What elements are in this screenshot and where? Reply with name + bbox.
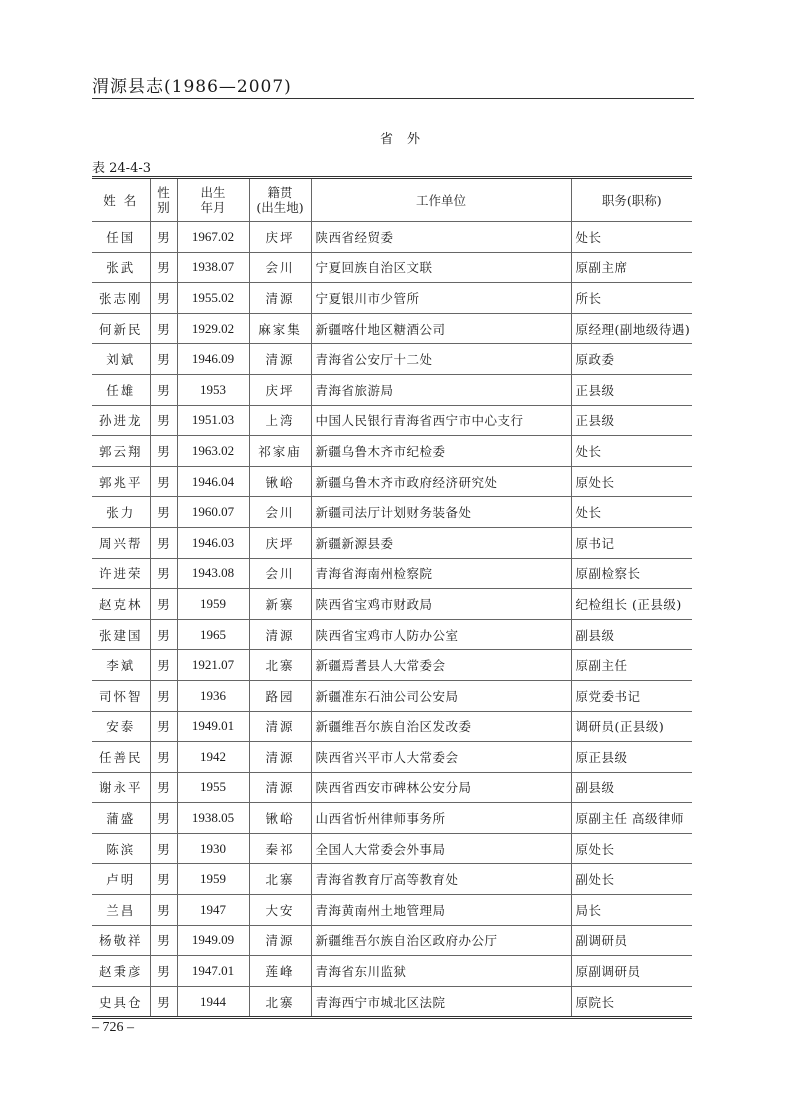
- cell-work-unit: 新疆焉耆县人大常委会: [311, 650, 571, 681]
- cell-name: 周兴帮: [92, 527, 150, 558]
- cell-name: 孙进龙: [92, 405, 150, 436]
- cell-post: 原副主席: [571, 252, 692, 283]
- cell-birth: 1963.02: [177, 436, 249, 467]
- cell-birth: 1938.07: [177, 252, 249, 283]
- cell-birth: 1949.01: [177, 711, 249, 742]
- cell-post: 正县级: [571, 405, 692, 436]
- cell-work-unit: 陕西省经贸委: [311, 222, 571, 253]
- cell-post: 处长: [571, 222, 692, 253]
- cell-work-unit: 青海省教育厅高等教育处: [311, 864, 571, 895]
- cell-birth: 1921.07: [177, 650, 249, 681]
- cell-origin: 北寨: [249, 864, 311, 895]
- cell-gender: 男: [150, 344, 177, 375]
- cell-work-unit: 新疆准东石油公司公安局: [311, 680, 571, 711]
- cell-name: 司怀智: [92, 680, 150, 711]
- cell-post: 原书记: [571, 527, 692, 558]
- cell-gender: 男: [150, 772, 177, 803]
- cell-work-unit: 新疆维吾尔族自治区发改委: [311, 711, 571, 742]
- cell-birth: 1942: [177, 742, 249, 773]
- cell-origin: 清源: [249, 619, 311, 650]
- cell-name: 蒲盛: [92, 803, 150, 834]
- cell-post: 原政委: [571, 344, 692, 375]
- cell-post: 局长: [571, 895, 692, 926]
- cell-gender: 男: [150, 466, 177, 497]
- cell-name: 郭云翔: [92, 436, 150, 467]
- table-row: [92, 742, 692, 773]
- cell-name: 许进荣: [92, 558, 150, 589]
- cell-origin: 庆坪: [249, 374, 311, 405]
- column-header-gender: [150, 179, 177, 222]
- cell-origin: 麻家集: [249, 313, 311, 344]
- cell-name: 兰昌: [92, 895, 150, 926]
- cell-gender: 男: [150, 895, 177, 926]
- cell-birth: 1946.04: [177, 466, 249, 497]
- cell-post: 原副主任: [571, 650, 692, 681]
- table-row: [92, 772, 692, 803]
- cell-birth: 1944: [177, 986, 249, 1016]
- cell-work-unit: 新疆维吾尔族自治区政府办公厅: [311, 925, 571, 956]
- cell-name: 史具仓: [92, 986, 150, 1016]
- cell-origin: 锹峪: [249, 466, 311, 497]
- cell-post: 原院长: [571, 986, 692, 1016]
- cell-gender: 男: [150, 589, 177, 620]
- cell-origin: 清源: [249, 711, 311, 742]
- cell-origin: 会川: [249, 497, 311, 528]
- table-row: [92, 619, 692, 650]
- column-header-gender-line2: 别: [157, 200, 170, 215]
- cell-work-unit: 青海西宁市城北区法院: [311, 986, 571, 1016]
- cell-name: 何新民: [92, 313, 150, 344]
- cell-birth: 1960.07: [177, 497, 249, 528]
- cell-birth: 1930: [177, 833, 249, 864]
- cell-origin: 庆坪: [249, 527, 311, 558]
- cell-origin: 清源: [249, 925, 311, 956]
- table-row: [92, 558, 692, 589]
- cell-origin: 清源: [249, 283, 311, 314]
- cell-work-unit: 全国人大常委会外事局: [311, 833, 571, 864]
- cell-origin: 祁家庙: [249, 436, 311, 467]
- cell-birth: 1967.02: [177, 222, 249, 253]
- cell-post: 原副主任 高级律师: [571, 803, 692, 834]
- cell-gender: 男: [150, 222, 177, 253]
- table-row: [92, 864, 692, 895]
- cell-origin: 庆坪: [249, 222, 311, 253]
- cell-origin: 锹峪: [249, 803, 311, 834]
- cell-birth: 1936: [177, 680, 249, 711]
- cell-post: 纪检组长 (正县级): [571, 589, 692, 620]
- cell-post: 处长: [571, 436, 692, 467]
- cell-work-unit: 宁夏银川市少管所: [311, 283, 571, 314]
- cell-name: 赵克林: [92, 589, 150, 620]
- cell-post: 副县级: [571, 619, 692, 650]
- cell-gender: 男: [150, 619, 177, 650]
- table-frame: [92, 176, 692, 1019]
- table-row: [92, 344, 692, 375]
- cell-origin: 上湾: [249, 405, 311, 436]
- cell-gender: 男: [150, 374, 177, 405]
- cell-name: 郭兆平: [92, 466, 150, 497]
- cell-name: 张武: [92, 252, 150, 283]
- cell-work-unit: 陕西省宝鸡市人防办公室: [311, 619, 571, 650]
- column-header-gender-line1: 性: [157, 185, 170, 200]
- cell-birth: 1955.02: [177, 283, 249, 314]
- cell-post: 副县级: [571, 772, 692, 803]
- cell-post: 原处长: [571, 833, 692, 864]
- table-row: [92, 589, 692, 620]
- cell-gender: 男: [150, 650, 177, 681]
- table-label: 表 24-4-3: [92, 161, 152, 176]
- column-header-birth-line1: 出生: [200, 185, 226, 200]
- column-header-birth: [177, 179, 249, 222]
- table-row: [92, 222, 692, 253]
- cell-gender: 男: [150, 283, 177, 314]
- column-header-origin-line2: (出生地): [256, 200, 304, 215]
- cell-post: 所长: [571, 283, 692, 314]
- cell-work-unit: 新疆乌鲁木齐市纪检委: [311, 436, 571, 467]
- cell-gender: 男: [150, 956, 177, 987]
- cell-gender: 男: [150, 680, 177, 711]
- cell-gender: 男: [150, 742, 177, 773]
- table-row: [92, 986, 692, 1016]
- column-header-unit: 工作单位: [311, 179, 571, 222]
- cell-work-unit: 中国人民银行青海省西宁市中心支行: [311, 405, 571, 436]
- section-title: 省外: [379, 132, 434, 147]
- cell-name: 张建国: [92, 619, 150, 650]
- table-row: [92, 956, 692, 987]
- cell-birth: 1959: [177, 589, 249, 620]
- table-row: [92, 895, 692, 926]
- cell-birth: 1938.05: [177, 803, 249, 834]
- cell-post: 副调研员: [571, 925, 692, 956]
- table-row: [92, 803, 692, 834]
- cell-work-unit: 青海省公安厅十二处: [311, 344, 571, 375]
- personnel-table: [92, 179, 692, 1016]
- cell-post: 原正县级: [571, 742, 692, 773]
- cell-gender: 男: [150, 803, 177, 834]
- column-header-name: 姓名: [92, 179, 150, 222]
- cell-name: 卢明: [92, 864, 150, 895]
- cell-gender: 男: [150, 558, 177, 589]
- cell-gender: 男: [150, 436, 177, 467]
- cell-post: 原党委书记: [571, 680, 692, 711]
- cell-origin: 清源: [249, 772, 311, 803]
- cell-origin: 清源: [249, 742, 311, 773]
- cell-post: 原副调研员: [571, 956, 692, 987]
- cell-gender: 男: [150, 925, 177, 956]
- cell-origin: 新寨: [249, 589, 311, 620]
- cell-gender: 男: [150, 711, 177, 742]
- cell-birth: 1947.01: [177, 956, 249, 987]
- cell-gender: 男: [150, 527, 177, 558]
- table-row: [92, 680, 692, 711]
- table-row: [92, 650, 692, 681]
- cell-gender: 男: [150, 864, 177, 895]
- column-header-origin: [249, 179, 311, 222]
- cell-origin: 路园: [249, 680, 311, 711]
- cell-work-unit: 新疆喀什地区糖酒公司: [311, 313, 571, 344]
- cell-gender: 男: [150, 986, 177, 1016]
- table-row: [92, 283, 692, 314]
- cell-birth: 1946.09: [177, 344, 249, 375]
- table-row: [92, 436, 692, 467]
- cell-birth: 1955: [177, 772, 249, 803]
- cell-name: 赵秉彦: [92, 956, 150, 987]
- cell-work-unit: 山西省忻州律师事务所: [311, 803, 571, 834]
- cell-birth: 1959: [177, 864, 249, 895]
- cell-name: 张志刚: [92, 283, 150, 314]
- table-row: [92, 527, 692, 558]
- table-row: [92, 374, 692, 405]
- cell-origin: 大安: [249, 895, 311, 926]
- cell-name: 任雄: [92, 374, 150, 405]
- cell-work-unit: 陕西省兴平市人大常委会: [311, 742, 571, 773]
- cell-origin: 秦祁: [249, 833, 311, 864]
- cell-name: 任善民: [92, 742, 150, 773]
- table-row: [92, 466, 692, 497]
- cell-post: 原处长: [571, 466, 692, 497]
- cell-birth: 1946.03: [177, 527, 249, 558]
- cell-origin: 莲峰: [249, 956, 311, 987]
- cell-name: 刘斌: [92, 344, 150, 375]
- table-header-row: [92, 179, 692, 222]
- table-row: [92, 711, 692, 742]
- cell-birth: 1965: [177, 619, 249, 650]
- table-row: [92, 313, 692, 344]
- cell-gender: 男: [150, 833, 177, 864]
- table-row: [92, 252, 692, 283]
- cell-work-unit: 青海省海南州检察院: [311, 558, 571, 589]
- cell-birth: 1947: [177, 895, 249, 926]
- column-header-post: 职务(职称): [571, 179, 692, 222]
- table-row: [92, 497, 692, 528]
- cell-name: 张力: [92, 497, 150, 528]
- cell-name: 杨敬祥: [92, 925, 150, 956]
- column-header-origin-line1: 籍贯: [267, 185, 293, 200]
- cell-birth: 1943.08: [177, 558, 249, 589]
- page-number: – 726 –: [92, 1020, 134, 1035]
- cell-post: 原副检察长: [571, 558, 692, 589]
- cell-origin: 北寨: [249, 986, 311, 1016]
- cell-name: 任国: [92, 222, 150, 253]
- cell-work-unit: 青海省旅游局: [311, 374, 571, 405]
- cell-name: 陈滨: [92, 833, 150, 864]
- header-rule: [92, 98, 694, 99]
- column-header-birth-line2: 年月: [200, 200, 226, 215]
- cell-gender: 男: [150, 497, 177, 528]
- cell-work-unit: 青海省东川监狱: [311, 956, 571, 987]
- cell-gender: 男: [150, 313, 177, 344]
- cell-work-unit: 新疆司法厅计划财务装备处: [311, 497, 571, 528]
- cell-origin: 会川: [249, 558, 311, 589]
- cell-gender: 男: [150, 252, 177, 283]
- cell-birth: 1949.09: [177, 925, 249, 956]
- table-row: [92, 405, 692, 436]
- cell-work-unit: 宁夏回族自治区文联: [311, 252, 571, 283]
- cell-name: 安泰: [92, 711, 150, 742]
- cell-name: 李斌: [92, 650, 150, 681]
- cell-name: 谢永平: [92, 772, 150, 803]
- cell-gender: 男: [150, 405, 177, 436]
- cell-post: 副处长: [571, 864, 692, 895]
- cell-work-unit: 陕西省宝鸡市财政局: [311, 589, 571, 620]
- cell-post: 正县级: [571, 374, 692, 405]
- cell-origin: 会川: [249, 252, 311, 283]
- cell-work-unit: 青海黄南州土地管理局: [311, 895, 571, 926]
- cell-post: 处长: [571, 497, 692, 528]
- cell-origin: 北寨: [249, 650, 311, 681]
- table-row: [92, 833, 692, 864]
- running-head-title: 渭源县志(1986—2007): [92, 77, 292, 97]
- cell-post: 调研员(正县级): [571, 711, 692, 742]
- cell-post: 原经理(副地级待遇): [571, 313, 692, 344]
- cell-work-unit: 陕西省西安市碑林公安分局: [311, 772, 571, 803]
- table-row: [92, 925, 692, 956]
- cell-work-unit: 新疆乌鲁木齐市政府经济研究处: [311, 466, 571, 497]
- cell-birth: 1953: [177, 374, 249, 405]
- cell-origin: 清源: [249, 344, 311, 375]
- cell-birth: 1951.03: [177, 405, 249, 436]
- cell-work-unit: 新疆新源县委: [311, 527, 571, 558]
- cell-birth: 1929.02: [177, 313, 249, 344]
